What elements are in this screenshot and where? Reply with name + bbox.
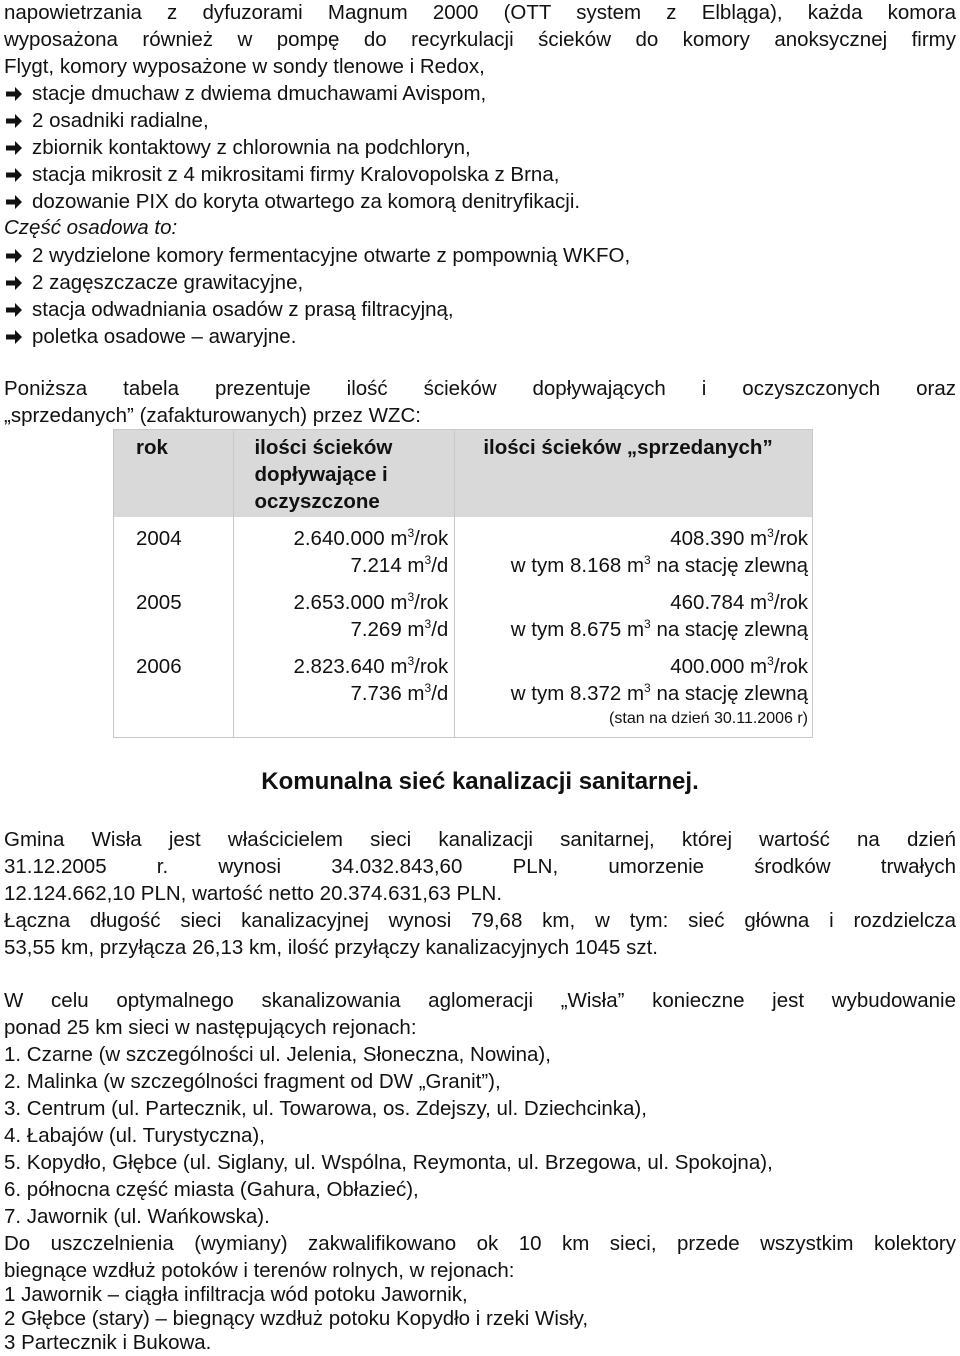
list-item: 4. Łabajów (ul. Turystyczna), bbox=[4, 1124, 265, 1147]
list-item: 2 Głębce (stary) – biegnący wzdłuż potoku Kopydło i rzeki Wisły, bbox=[4, 1307, 589, 1330]
list-item: 2 zagęszczacze grawitacyjne, bbox=[32, 271, 304, 294]
year-cell: 2004 bbox=[114, 517, 234, 579]
text-line: biegnące wzdłuż potoków i terenów rolnych, w rejonach: bbox=[4, 1259, 515, 1282]
list-item: dozowanie PIX do koryta otwartego za komorą denitryfikacji. bbox=[32, 190, 581, 213]
list-item: 5. Kopydło, Głębce (ul. Siglany, ul. Wspólna, Reymonta, ul. Brzegowa, ul. Spokojna), bbox=[4, 1151, 773, 1174]
sold-cell: 408.390 $m^3$/rok w tym 8.168 $m^3$ na stację zlewną bbox=[455, 517, 813, 579]
text-line: W celu optymalnego skanalizowania aglomeracji „Wisła” konieczne jest wybudowanie bbox=[4, 989, 956, 1012]
header-sold: ilości ścieków „sprzedanych” bbox=[455, 430, 813, 518]
table-intro: „sprzedanych” (zafakturowanych) przez WZC: bbox=[4, 404, 421, 427]
list-item: 3 Partecznik i Bukowa. bbox=[4, 1331, 212, 1354]
table-intro: Poniższa tabela prezentuje ilość ścieków dopływających i oczyszczonych oraz bbox=[4, 377, 956, 400]
list-item: 1. Czarne (w szczególności ul. Jelenia, Słoneczna, Nowina), bbox=[4, 1043, 551, 1066]
list-item: 1 Jawornik – ciągła infiltracja wód potoku Jawornik, bbox=[4, 1283, 468, 1306]
table-row bbox=[114, 579, 813, 643]
text-line: napowietrzania z dyfuzorami Magnum 2000 (OTT system z Elbląga), każda komora bbox=[4, 1, 956, 24]
text-line: wyposażona również w pompę do recyrkulacji ścieków do komory anoksycznej firmy bbox=[4, 28, 956, 51]
list-item: poletka osadowe – awaryjne. bbox=[32, 325, 297, 348]
inflow-cell: 2.653.000 $m^3$/rok 7.269 $m^3/d$ bbox=[234, 579, 455, 643]
right-arrow-icon bbox=[4, 327, 24, 347]
text-line: Do uszczelnienia (wymiany) zakwalifikowano ok 10 km sieci, przede wszystkim kolektory bbox=[4, 1232, 956, 1255]
inflow-cell: 2.640.000 $m^3$/rok 7.214 $m^3/d$ bbox=[234, 517, 455, 579]
section-title: Komunalna sieć kanalizacji sanitarnej. bbox=[261, 768, 699, 795]
sludge-heading: Część osadowa to: bbox=[4, 216, 178, 239]
inflow-cell: 2.823.640 $m^3$/rok 7.736 $m^3/d$ bbox=[234, 643, 455, 738]
list-item: 3. Centrum (ul. Partecznik, ul. Towarowa, os. Zdejszy, ul. Dziechcinka), bbox=[4, 1097, 647, 1120]
table-row bbox=[114, 643, 813, 738]
right-arrow-icon bbox=[4, 300, 24, 320]
right-arrow-icon bbox=[4, 273, 24, 293]
text-line: ponad 25 km sieci w następujących rejonach: bbox=[4, 1016, 417, 1039]
list-item: zbiornik kontaktowy z chlorownia na podchloryn, bbox=[32, 136, 471, 159]
list-item: 2 osadniki radialne, bbox=[32, 109, 209, 132]
table-note: (stan na dzień 30.11.2006 r) bbox=[609, 710, 808, 727]
list-item: stacja mikrosit z 4 mikrositami firmy Kralovopolska z Brna, bbox=[32, 163, 560, 186]
text-line: 31.12.2005 r. wynosi 34.032.843,60 PLN, umorzenie środków trwałych bbox=[4, 855, 956, 878]
sold-cell: 460.784 $m^3$/rok w tym 8.675 $m^3$ na stację zlewną bbox=[455, 579, 813, 643]
sold-cell: 400.000 $m^3$/rok w tym 8.372 $m^3$ na stację zlewną (stan na dzień 30.11.2006 r) bbox=[455, 643, 813, 738]
right-arrow-icon bbox=[4, 111, 24, 131]
wastewater-table bbox=[113, 429, 813, 738]
list-item: stacja odwadniania osadów z prasą filtracyjną, bbox=[32, 298, 454, 321]
list-item: stacje dmuchaw z dwiema dmuchawami Avispom, bbox=[32, 82, 487, 105]
list-item: 2 wydzielone komory fermentacyjne otwarte z pompownią WKFO, bbox=[32, 244, 631, 267]
table-row bbox=[114, 517, 813, 579]
list-item: 2. Malinka (w szczególności fragment od DW „Granit”), bbox=[4, 1070, 501, 1093]
text-line: Gmina Wisła jest właścicielem sieci kanalizacji sanitarnej, której wartość na dzień bbox=[4, 828, 956, 851]
list-item: 7. Jawornik (ul. Wańkowska). bbox=[4, 1205, 270, 1228]
header-inflow: ilości ścieków dopływające i oczyszczone bbox=[234, 430, 455, 518]
year-cell: 2006 bbox=[114, 643, 234, 738]
header-year: rok bbox=[114, 430, 234, 518]
year-cell: 2005 bbox=[114, 579, 234, 643]
text-line: 12.124.662,10 PLN, wartość netto 20.374.631,63 PLN. bbox=[4, 882, 503, 905]
text-line: Łączna długość sieci kanalizacyjnej wynosi 79,68 km, w tym: sieć główna i rozdzielcza bbox=[4, 909, 956, 932]
table-header-row bbox=[114, 430, 813, 518]
text-line: Flygt, komory wyposażone w sondy tlenowe i Redox, bbox=[4, 55, 485, 78]
list-item: 6. północna część miasta (Gahura, Obłazieć), bbox=[4, 1178, 419, 1201]
right-arrow-icon bbox=[4, 165, 24, 185]
right-arrow-icon bbox=[4, 84, 24, 104]
right-arrow-icon bbox=[4, 246, 24, 266]
right-arrow-icon bbox=[4, 192, 24, 212]
right-arrow-icon bbox=[4, 138, 24, 158]
text-line: 53,55 km, przyłącza 26,13 km, ilość przyłączy kanalizacyjnych 1045 szt. bbox=[4, 936, 658, 959]
